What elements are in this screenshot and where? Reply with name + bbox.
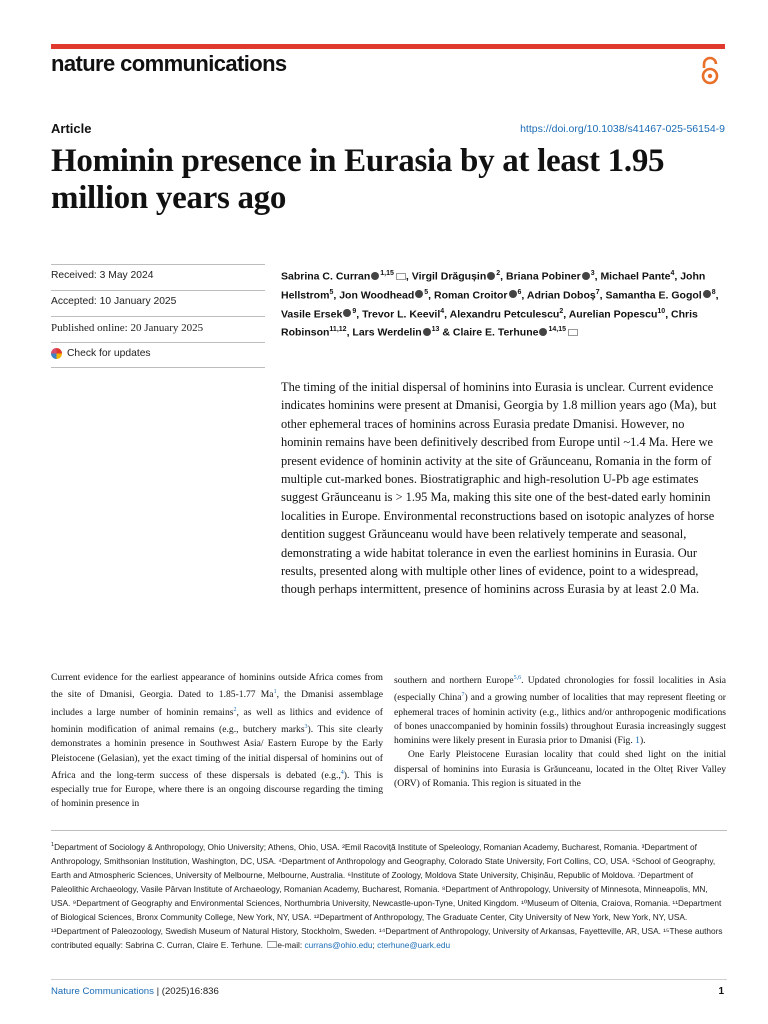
author[interactable]: Chris Robinson (281, 308, 698, 339)
body-column-right (394, 671, 726, 791)
reference-link[interactable]: 2 (233, 706, 237, 713)
reference-link[interactable]: 1 (273, 689, 277, 696)
check-updates-icon (51, 348, 62, 359)
author[interactable]: Jon Woodhead (339, 289, 415, 302)
orcid-icon[interactable] (415, 290, 423, 298)
figure-link[interactable]: 1 (635, 735, 640, 747)
orcid-icon[interactable] (371, 272, 379, 280)
author[interactable]: John Hellstrom (281, 270, 706, 302)
received-date: Received: 3 May 2024 (51, 264, 265, 290)
reference-link[interactable]: 7 (461, 692, 465, 699)
affiliations: $^1$Department of Sociology & Anthropology, Ohio University; Athens, Ohio, USA. ²Emil Racoviță Institute of Speleology, Romanian Academy, Bucharest, Romania. ³Department of Anthropology, Smithsonian Institution, Washington, DC, USA. ⁴Department of Anthropology and Geography, Colorado State University, Fort Collins, CO, USA. ⁵School of Geography, Earth and Atmospheric Sciences, University of Melbourne, Melbourne, Australia. ⁶Institute of Zoology, Moldova State University, Chișinău, Republic of Moldova. ⁷Department of Paleolithic Archaeology, Vasile Pârvan Institute of Archaeology, Romanian Academy, Bucharest, Romania. ⁸Department of Anthropology, University of Minnesota, Minneapolis, MN, USA. ⁹Department of Geography and Environmental Sciences, Northumbria University, Newcastle-upon-Tyne, United Kingdom. ¹⁰Museum of Oltenia, Craiova, Romania. ¹¹Department of Biological Sciences, Bronx Community College, New York, NY, USA. ¹²Department of Anthropology, The Graduate Center, City University of New York, New York, NY, USA. ¹³Department of Paleozoology, Swedish Museum of Natural History, Stockholm, Sweden. ¹⁴Department of Anthropology, University of Arkansas, Fayetteville, AR, USA. ¹⁵These authors contributed equally: Sabrina C. Curran, Claire E. Terhune. e-mail: currans@ohio.edu; cterhune@uark.edu (51, 841, 723, 951)
footer-journal-link[interactable]: Nature Communications (51, 986, 154, 997)
article-title: Hominin presence in Eurasia by at least 1.95 million years ago (51, 143, 665, 216)
author[interactable]: Trevor L. Keevil (362, 308, 441, 321)
divider (51, 979, 727, 980)
reference-link[interactable]: 4 (340, 769, 344, 776)
article-history (51, 264, 265, 368)
author[interactable]: Lars Werdelin (352, 326, 422, 339)
email-link[interactable]: cterhune@uark.edu (377, 940, 451, 951)
author[interactable]: Virgil Drăgușin (411, 270, 487, 283)
orcid-icon[interactable] (509, 290, 517, 298)
check-updates-button[interactable] (51, 342, 265, 368)
author[interactable]: Vasile Ersek (281, 308, 343, 321)
check-updates-label: Check for updates (67, 348, 151, 359)
author-list: Sabrina C. Curran $^{1,15}$ , Virgil Drăgușin $^2$, Briana Pobiner $^3$, Michael Pante$^4$, John Hellstrom$^5$, Jon Woodhead $^5$, Roman Croitor $^6$, Adrian Doboș$^7$, Samantha E. Gogol $^8$, Vasile Ersek $^9$, Trevor L. Keevil$^4$, Alexandru Petculescu$^2$, Aurelian Popescu$^{10}$, Chris Robinson$^{11,12}$, Lars Werdelin $^{13}$ & Claire E. Terhune $^{14,15}$ (281, 270, 719, 339)
accepted-date: Accepted: 10 January 2025 (51, 290, 265, 316)
footer-citation: Nature Communications | (2025)16:836 (51, 986, 219, 997)
journal-header-bar (51, 44, 725, 49)
page-number: 1 (718, 986, 724, 997)
author[interactable]: Aurelian Popescu (568, 308, 658, 321)
email-icon[interactable] (568, 329, 578, 336)
divider (51, 830, 727, 831)
body-column-left (51, 671, 383, 812)
reference-link[interactable]: 5,6 (513, 675, 522, 681)
reference-link[interactable]: 3 (304, 723, 308, 730)
orcid-icon[interactable] (487, 272, 495, 280)
email-icon (267, 941, 277, 948)
email-icon[interactable] (396, 273, 406, 280)
orcid-icon[interactable] (343, 309, 351, 317)
orcid-icon[interactable] (423, 328, 431, 336)
abstract: The timing of the initial dispersal of hominins into Eurasia is unclear. Current evidence indicates hominins were present at Dmanisi, Georgia by 1.8 million years ago (Ma), but other ephemeral traces of hominins across Eurasia predate Dmanisi. However, no hominin remains have been definitively described from Europe until ~1.4 Ma. Here we present evidence of hominin activity at the site of Grăunceanu, Romania in the form of multiple cut-marked bones. Biostratigraphic and high-resolution U-Pb age estimates suggest Grăunceanu is > 1.95 Ma, making this site one of the best-dated early hominin localities in Europe. Environmental reconstructions based on isotopic analyzes of horse dentition suggest Grăunceanu would have been relatively temperate and seasonal, demonstrating a wide habitat tolerance in even the earliest hominins in Eurasia. Our results, presented along with multiple other lines of evidence, point to a widespread, though perhaps intermittent, presence of hominins across Eurasia by at least 2.0 Ma. (281, 380, 717, 597)
doi-link[interactable]: https://doi.org/10.1038/s41467-025-56154-9 (520, 123, 725, 135)
author[interactable]: Roman Croitor (434, 289, 508, 302)
author[interactable]: Alexandru Petculescu (449, 308, 560, 321)
orcid-icon[interactable] (539, 328, 547, 336)
orcid-icon[interactable] (703, 290, 711, 298)
published-date: Published online: 20 January 2025 (51, 316, 265, 342)
author[interactable]: Samantha E. Gogol (605, 289, 702, 302)
author[interactable]: Claire E. Terhune (452, 326, 539, 339)
email-link[interactable]: currans@ohio.edu (304, 940, 373, 951)
article-type-label: Article (51, 121, 92, 136)
orcid-icon[interactable] (582, 272, 590, 280)
author[interactable]: Sabrina C. Curran (281, 270, 371, 283)
author[interactable]: Michael Pante (600, 270, 671, 283)
open-access-icon[interactable] (699, 56, 721, 86)
paragraph: southern and northern Europe$^{5,6}$. Updated chronologies for fossil localities in Asia (especially China$^7$) and a growing number of localities that may represent fleeting or ephemeral traces of hominin activity (e.g., lithics and/or anthropogenic modifications of bones unaccompanied by hominin fossils) throughout Eurasia increasingly suggest hominins were likely present in Eurasia prior to Dmanisi (Fig. 1). (394, 675, 726, 747)
paragraph: Current evidence for the earliest appearance of hominins outside Africa comes from the site of Dmanisi, Georgia. Dated to 1.85-1.77 Ma$^1$, the Dmanisi assemblage includes a large number of hominin remains$^2$, as well as lithics and evidence of hominin modification of animal remains (e.g., butchery marks$^3$). This site clearly demonstrates a hominin presence in Southwest Asia/ Eastern Europe by the Early Pleistocene (Gelasian), yet the exact timing of the initial dispersal of hominins out of Africa and the long-term success of these dispersals is debated (e.g.,$^4$). This is especially true for Europe, where there is an ongoing discourse regarding the timing of hominin presence in (51, 672, 384, 810)
paragraph: One Early Pleistocene Eurasian locality that could shed light on the initial dispersal of hominins into Eurasia is Grăunceanu, located in the Olteț River Valley (ORV) of Romania. This region is situated in the (394, 749, 726, 789)
author[interactable]: Adrian Doboș (526, 289, 596, 302)
journal-name: nature communications (51, 51, 287, 76)
author[interactable]: Briana Pobiner (506, 270, 581, 283)
